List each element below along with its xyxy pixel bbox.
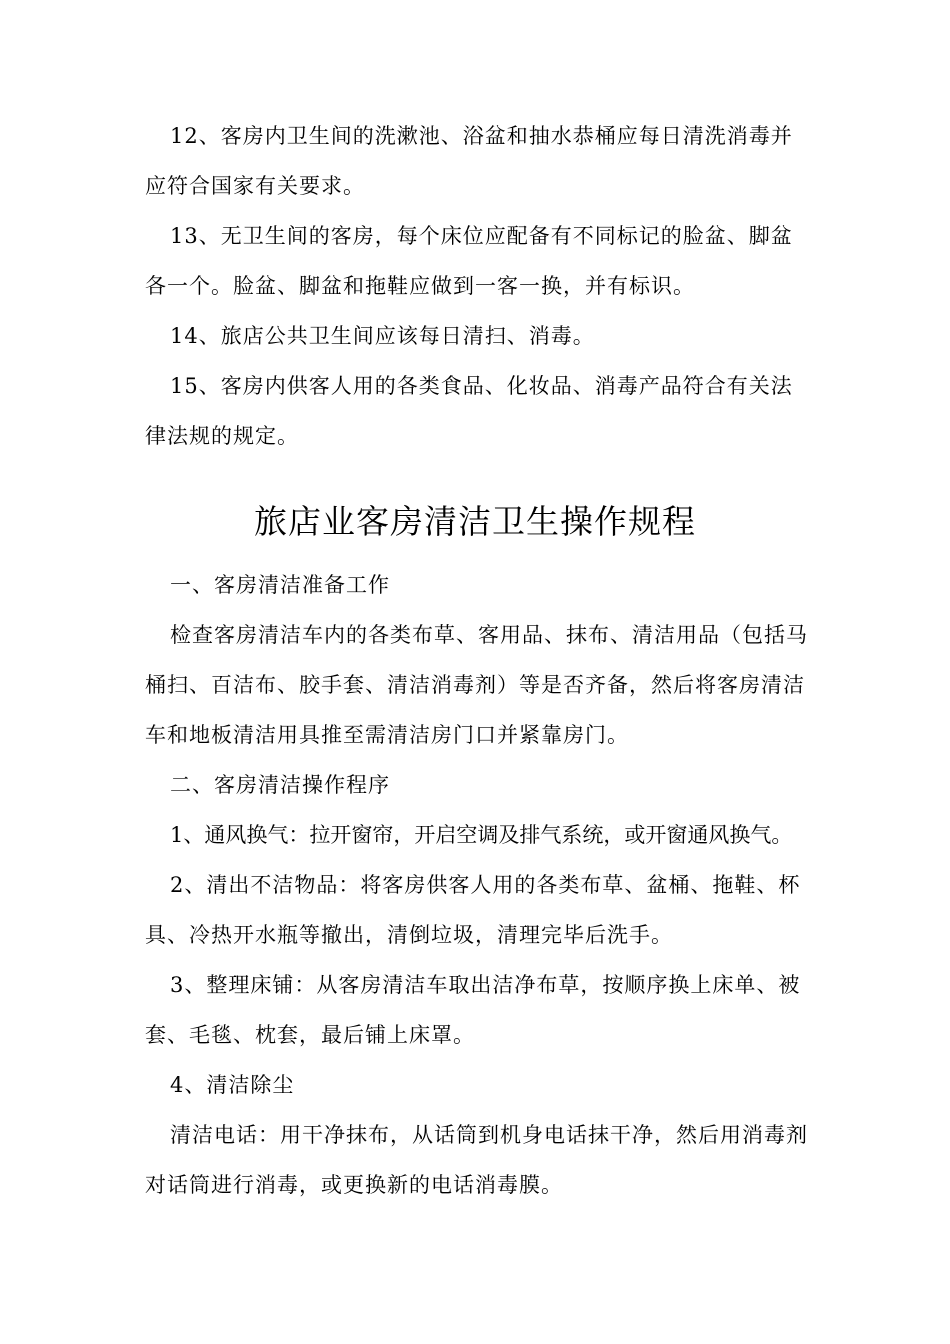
step-3-paragraph: 3、整理床铺：从客房清洁车取出洁净布草，按顺序换上床单、被套、毛毯、枕套，最后铺上床罩。 — [145, 973, 801, 1047]
item-15-paragraph: 15、客房内供客人用的各类食品、化妆品、消毒产品符合有关法律法规的规定。 — [145, 374, 793, 448]
step-1-paragraph: 1、通风换气：拉开窗帘，开启空调及排气系统，或开窗通风换气。 — [170, 823, 793, 847]
step-2-paragraph: 2、清出不洁物品：将客房供客人用的各类布草、盆桶、拖鞋、杯具、冷热开水瓶等撤出，清倒垃圾，清理完毕后洗手。 — [145, 873, 801, 947]
phone-cleaning-paragraph: 清洁电话：用干净抹布，从话筒到机身电话抹干净，然后用消毒剂对话筒进行消毒，或更换新的电话消毒膜。 — [145, 1123, 808, 1197]
section1-heading: 一、客房清洁准备工作 — [170, 573, 390, 597]
step-4-paragraph: 4、清洁除尘 — [170, 1073, 295, 1097]
section2-heading: 二、客房清洁操作程序 — [170, 773, 390, 797]
section1-body: 检查客房清洁车内的各类布草、客用品、抹布、清洁用品（包括马桶扫、百洁布、胶手套、清洁消毒剂）等是否齐备，然后将客房清洁车和地板清洁用具推至需清洁房门口并紧靠房门。 — [145, 623, 808, 747]
document-title: 旅店业客房清洁卫生操作规程 — [254, 502, 696, 541]
item-12-paragraph: 12、客房内卫生间的洗漱池、浴盆和抽水恭桶应每日清洗消毒并应符合国家有关要求。 — [145, 124, 793, 198]
item-13-paragraph: 13、无卫生间的客房，每个床位应配备有不同标记的脸盆、脚盆各一个。脸盆、脚盆和拖鞋应做到一客一换，并有标识。 — [145, 224, 793, 298]
item-14-paragraph: 14、旅店公共卫生间应该每日清扫、消毒。 — [170, 324, 595, 348]
